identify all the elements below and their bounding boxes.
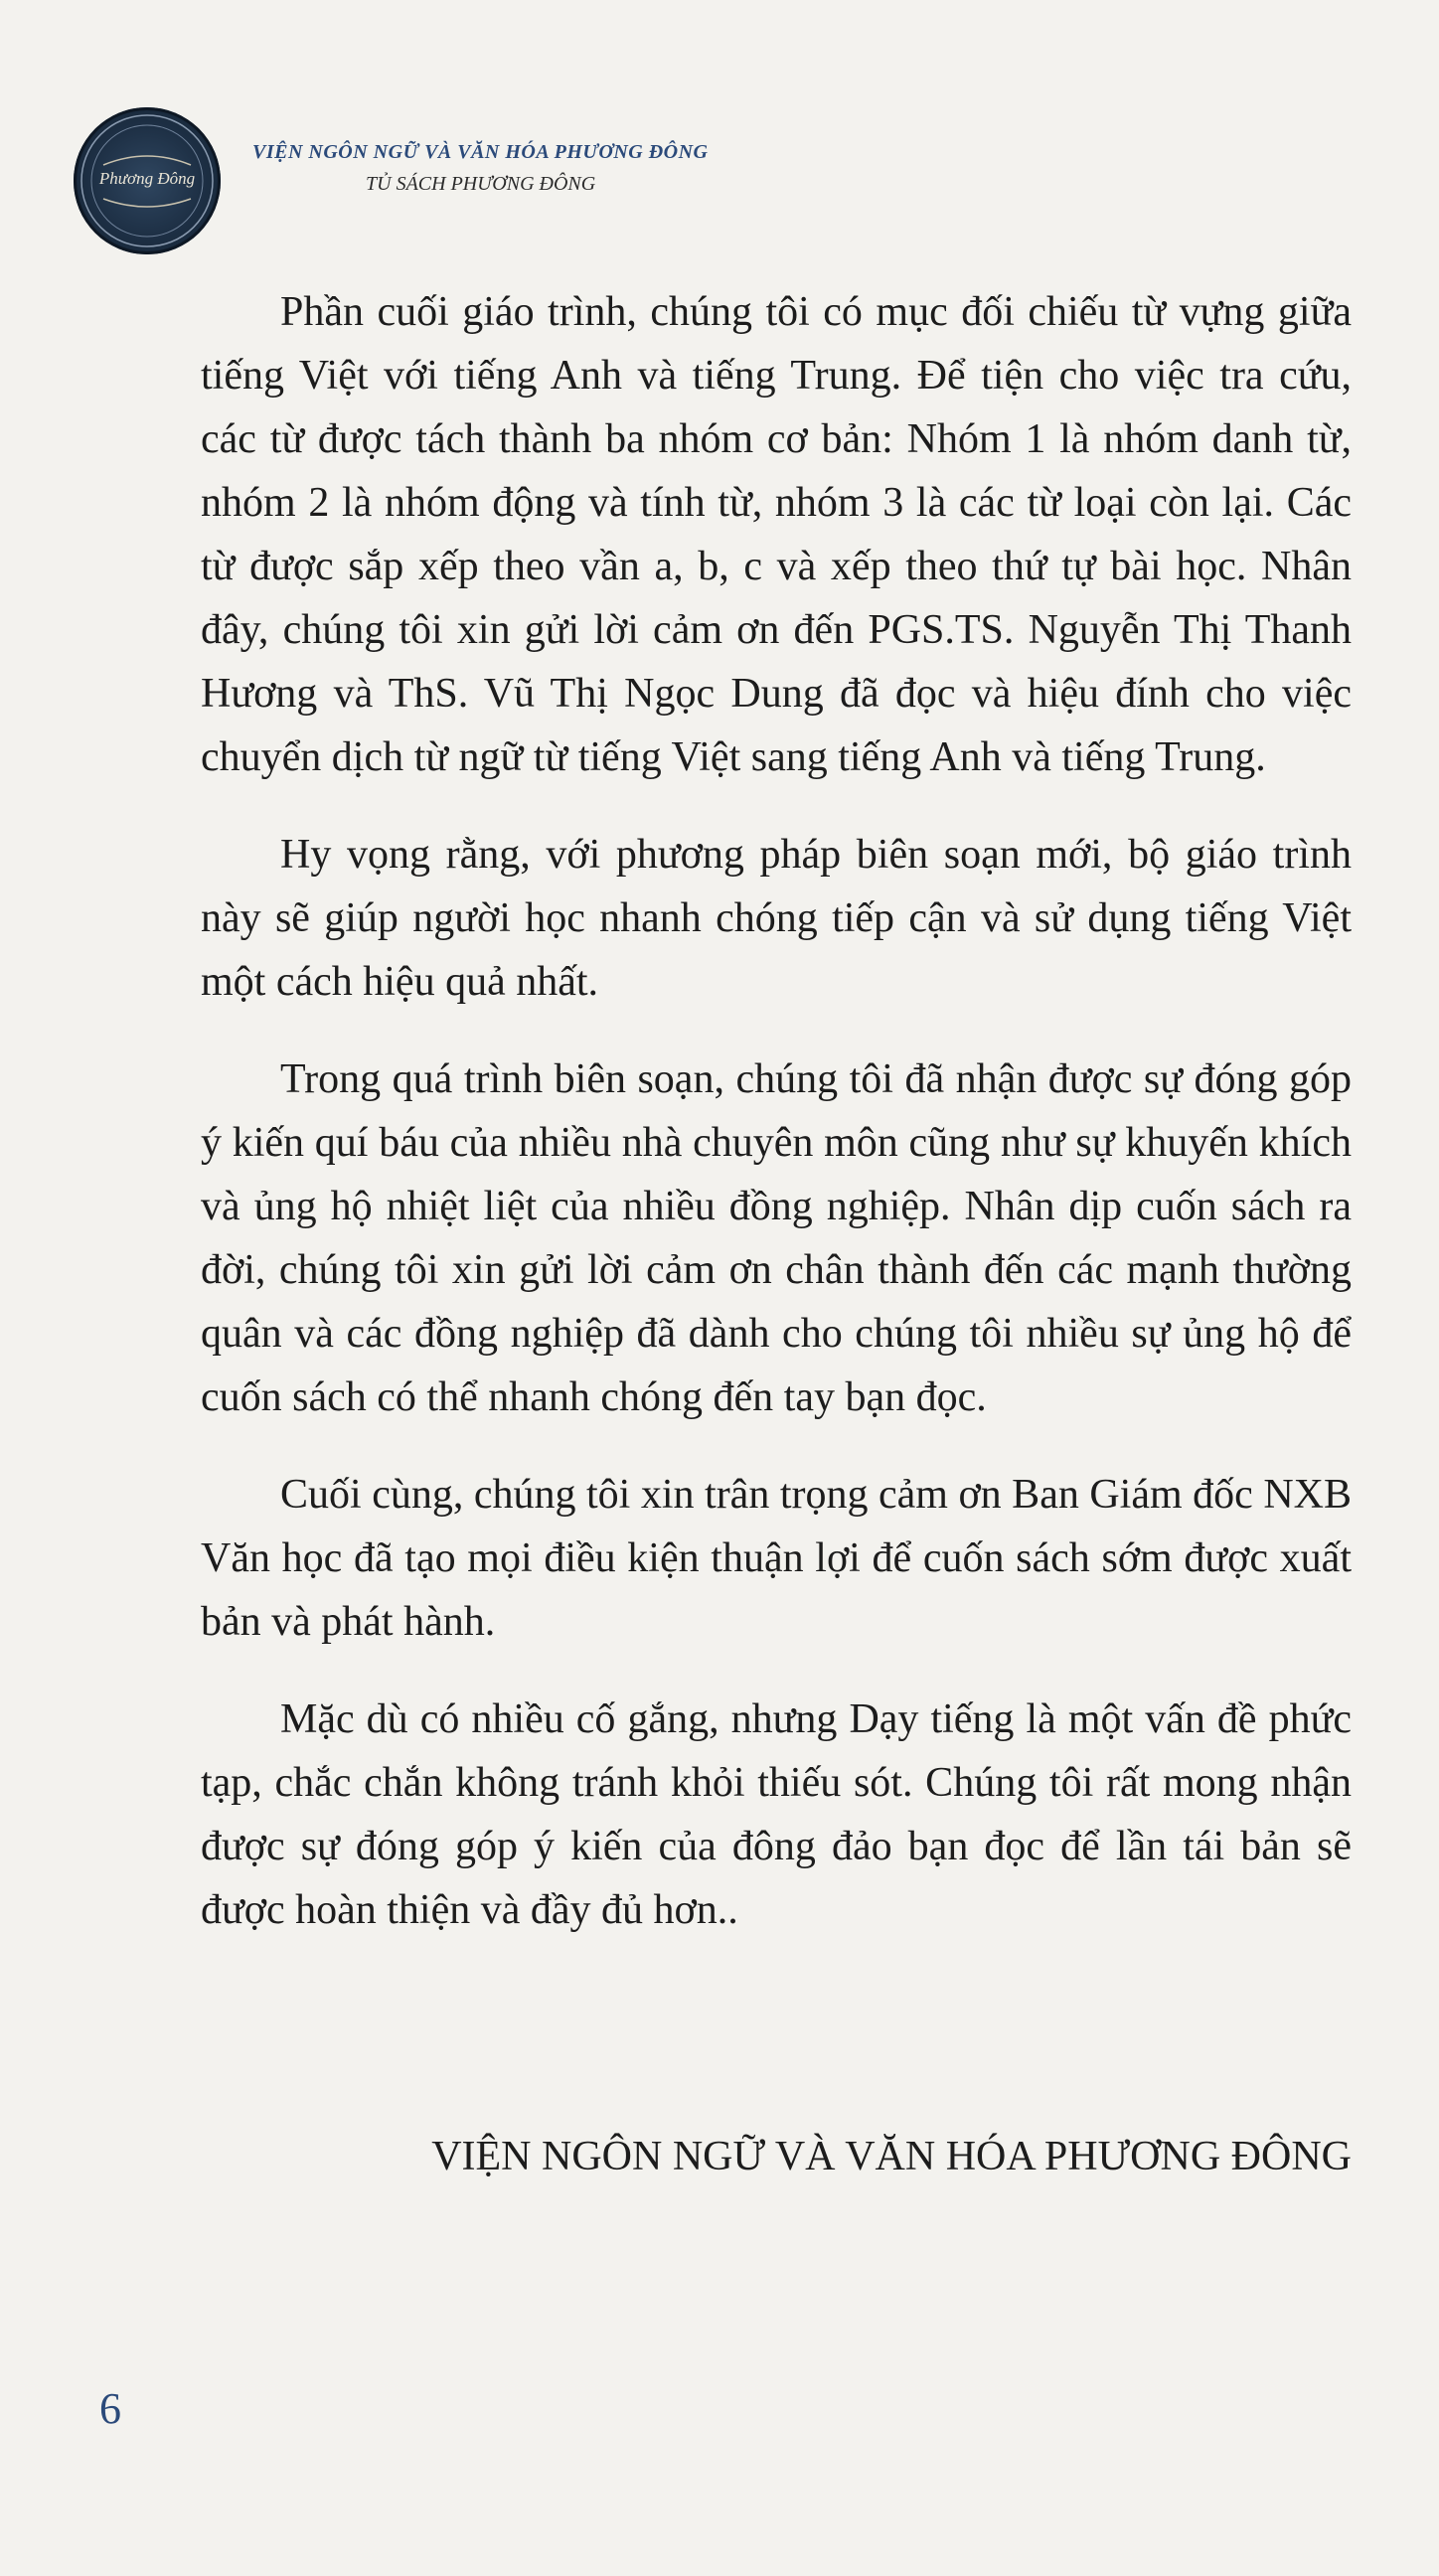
paragraph-closing: Mặc dù có nhiều cố gắng, nhưng Dạy tiếng là một vấn đề phức tạp, chắc chắn không tránh khỏi thiếu sót. Chúng tôi rất mong nhận được sự đóng góp ý kiến của đông đảo bạn đọc để lần tái bản sẽ được hoàn thiện và đầy đủ hơn..: [201, 1696, 1352, 1933]
institute-logo: [74, 107, 221, 254]
paragraph-thanks-colleagues: Trong quá trình biên soạn, chúng tôi đã nhận được sự đóng góp ý kiến quí báu của nhiều nhà chuyên môn cũng như sự khuyến khích và ủng hộ nhiệt liệt của nhiều đồng nghiệp. Nhân dịp cuốn sách ra đời, chúng tôi xin gửi lời cảm ơn chân thành đến các mạnh thường quân và các đồng nghiệp đã dành cho chúng tôi nhiều sự ủng hộ để cuốn sách có thể nhanh chóng đến tay bạn đọc.: [201, 1056, 1352, 1420]
paragraph-glossary: Phần cuối giáo trình, chúng tôi có mục đối chiếu từ vựng giữa tiếng Việt với tiếng Anh và tiếng Trung. Để tiện cho việc tra cứu, các từ được tách thành ba nhóm cơ bản: Nhóm 1 là nhóm danh từ, nhóm 2 là nhóm động và tính từ, nhóm 3 là các từ loại còn lại. Các từ được sắp xếp theo vần a, b, c và xếp theo thứ tự bài học. Nhân đây, chúng tôi xin gửi lời cảm ơn đến PGS.TS. Nguyễn Thị Thanh Hương và ThS. Vũ Thị Ngọc Dung đã đọc và hiệu đính cho việc chuyển dịch từ ngữ từ tiếng Việt sang tiếng Anh và tiếng Trung.: [201, 289, 1352, 780]
institute-name: VIỆN NGÔN NGỮ VÀ VĂN HÓA PHƯƠNG ĐÔNG: [252, 141, 709, 163]
paragraph-thanks-publisher: Cuối cùng, chúng tôi xin trân trọng cảm ơn Ban Giám đốc NXB Văn học đã tạo mọi điều kiện thuận lợi để cuốn sách sớm được xuất bản và phát hành.: [201, 1472, 1352, 1645]
paragraph-hope: Hy vọng rằng, với phương pháp biên soạn mới, bộ giáo trình này sẽ giúp người học nhanh chóng tiếp cận và sử dụng tiếng Việt một cách hiệu quả nhất.: [201, 832, 1352, 1005]
signature: VIỆN NGÔN NGỮ VÀ VĂN HÓA PHƯƠNG ĐÔNG: [431, 2134, 1352, 2179]
series-name: TỦ SÁCH PHƯƠNG ĐÔNG: [366, 173, 596, 195]
page-header: [74, 107, 769, 256]
logo-text: Phương Đông: [98, 169, 196, 188]
page-body: [201, 280, 1352, 1976]
page-number: 6: [99, 2384, 121, 2433]
